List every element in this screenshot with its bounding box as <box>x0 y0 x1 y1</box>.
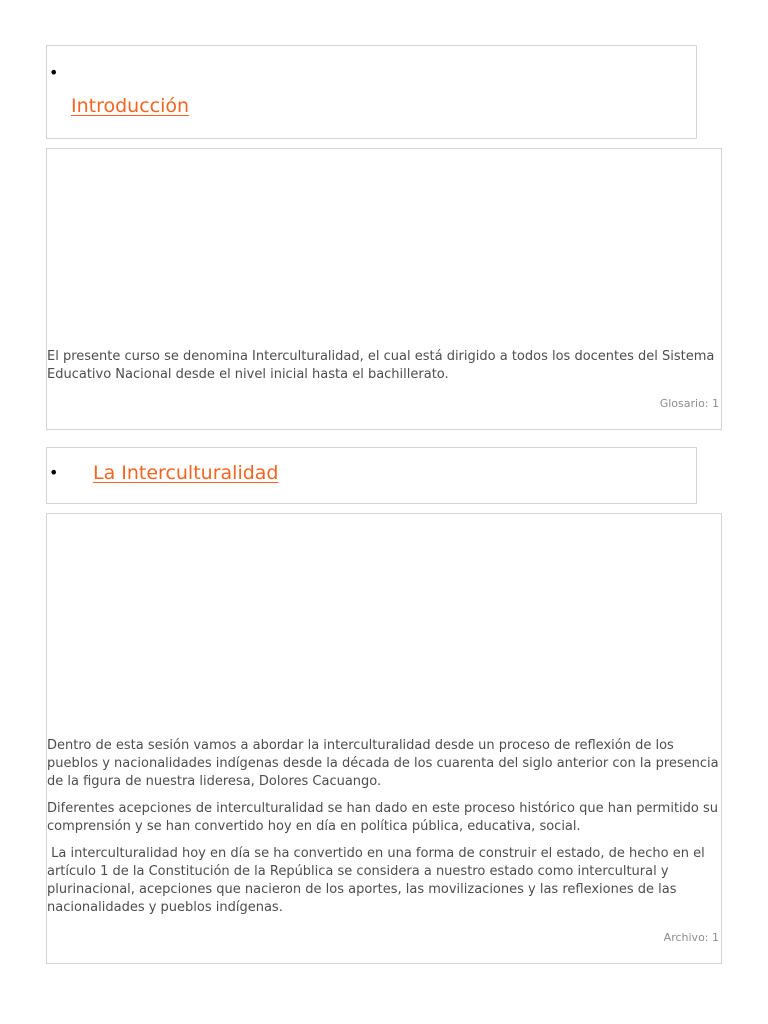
section-heading-box <box>46 447 697 504</box>
section-heading-box <box>46 45 697 139</box>
paragraph: Diferentes acepciones de interculturalidad se han dado en este proceso histórico que han permitido su comprensión y se han convertido hoy en día en política pública, educativa, social. <box>47 801 719 834</box>
heading-link-introduccion[interactable]: Introducción <box>71 95 190 117</box>
bullet-icon: • <box>49 63 59 82</box>
section-body <box>47 737 719 926</box>
paragraph: El presente curso se denomina Interculturalidad, el cual está dirigido a todos los docentes del Sistema Educativo Nacional desde el nivel inicial hasta el bachillerato. <box>47 349 715 382</box>
paragraph: La interculturalidad hoy en día se ha convertido en una forma de construir el estado, de hecho en el artículo 1 de la Constitución de la República se considera a nuestro estado como intercultural y plurinacional, acepciones que nacieron de los aportes, las movilizaciones y las reflexiones de las nacionalidades y pueblos indígenas. <box>47 846 709 915</box>
glossary-count: Glosario: 1 <box>659 397 719 410</box>
section-content-box <box>46 148 722 430</box>
bullet-icon: • <box>49 463 59 482</box>
heading-link-interculturalidad[interactable]: La Interculturalidad <box>93 462 279 484</box>
section-body <box>47 348 719 393</box>
section-content-box <box>46 513 722 964</box>
file-count: Archivo: 1 <box>663 931 719 944</box>
paragraph: Dentro de esta sesión vamos a abordar la interculturalidad desde un proceso de reflexión de los pueblos y nacionalidades indígenas desde la década de los cuarenta del siglo anterior con la presencia de la figura de nuestra lideresa, Dolores Cacuango. <box>47 738 719 789</box>
